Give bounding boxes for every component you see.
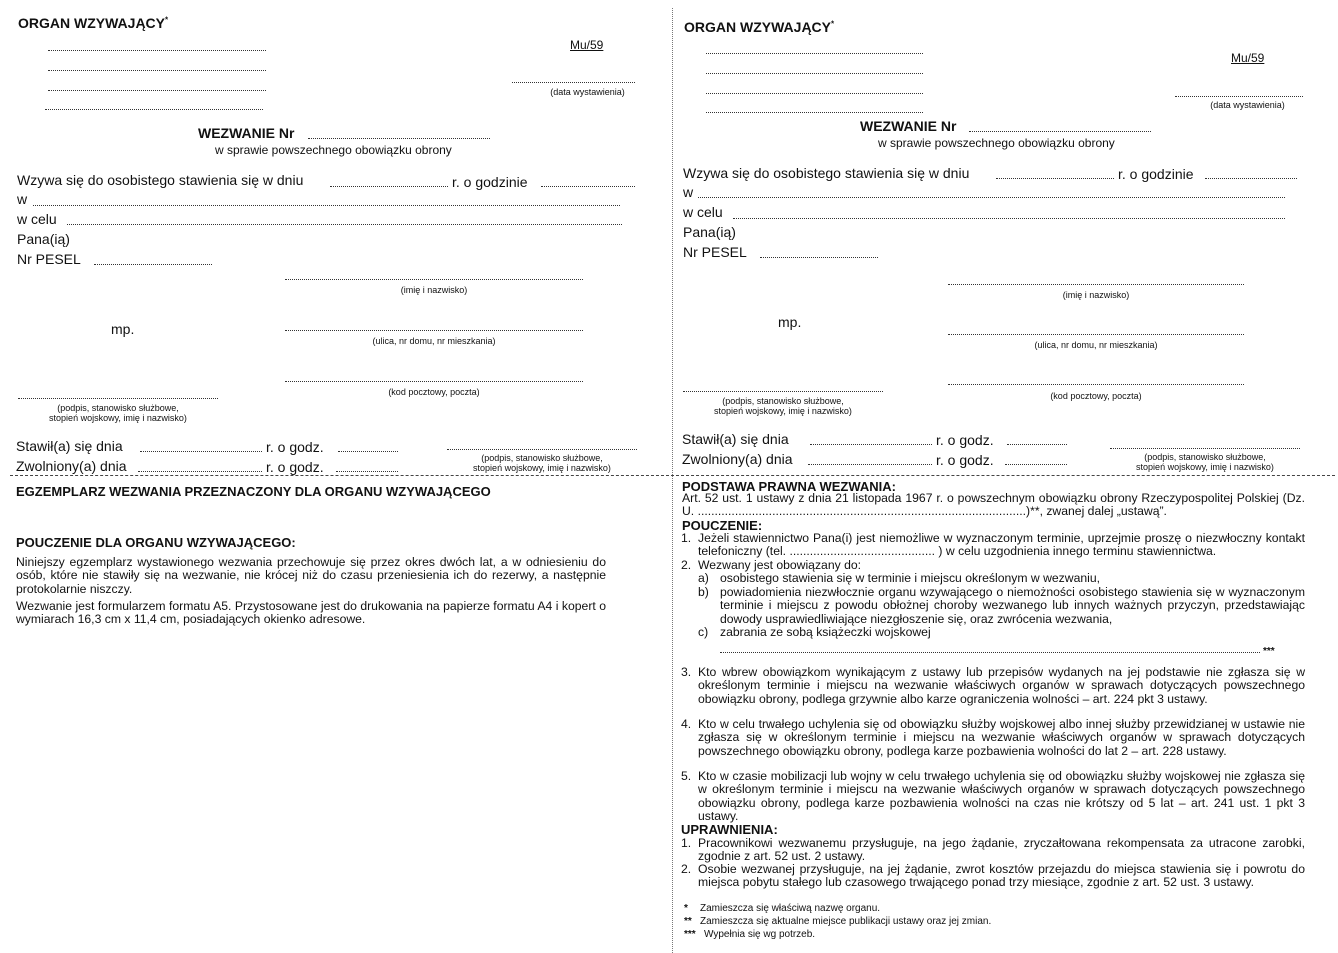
footnote-3: *** Wypełnia się wg potrzeb. bbox=[684, 929, 816, 940]
released-hour-label: r. o godz. bbox=[266, 459, 324, 475]
horizontal-cut-line bbox=[10, 475, 1335, 476]
instruction-item-2c-field[interactable] bbox=[720, 652, 1260, 653]
instruction-paragraph-2: Wezwanie jest formularzem formatu A5. Przystosowane jest do drukowania na papierze formatu A4 i kopert o wymiarach 16,3 cm x 11,4 cm, posiadających okienko adresowe. bbox=[16, 599, 606, 627]
place-field[interactable] bbox=[33, 205, 620, 206]
organ-line-1[interactable] bbox=[48, 50, 266, 51]
purpose-label-right: w celu bbox=[683, 204, 723, 220]
instruction-item-2b: b) powiadomienia niezwłocznie organu wzywającego o niemożności osobistego stawienia się w wyznaczonym terminie i miejscu z powodu obłożnej choroby wezwanego lub innych ważnych przyczyn, przedstawiając dowody usprawiedliwiające niezgłoszenie się, oraz zwrócenia wezwania, bbox=[698, 585, 1305, 626]
organ-title-right: ORGAN WZYWAJĄCY* bbox=[684, 19, 835, 35]
appeared-label-right: Stawił(a) się dnia bbox=[682, 431, 789, 447]
name-field[interactable] bbox=[285, 279, 583, 280]
summons-title: WEZWANIE Nr bbox=[198, 125, 295, 141]
instruction-item-3: 3. Kto wbrew obowiązkom wynikającym z ustawy lub przepisów wydanych na jej podstawie nie zgłasza się w określonym terminie i miejscu na wezwanie właściwych organów w sprawach dotyczących powszechnego obowiązku obrony, podlega grzywnie albo karze ograniczenia wolności – art. 224 pkt 3 ustawy. bbox=[681, 665, 1305, 706]
released-hour-field-right[interactable] bbox=[1005, 464, 1067, 465]
date-caption: (data wystawienia) bbox=[550, 87, 625, 97]
street-field[interactable] bbox=[285, 330, 583, 331]
released-date-field-right[interactable] bbox=[808, 464, 932, 465]
legal-basis-text: Art. 52 ust. 1 ustawy z dnia 21 listopada 1967 r. o powszechnym obowiązku obrony Rzeczypospolitej Polskiej (Dz. U. .................................................................................................)**, zwanej dalej „ustawą”. bbox=[682, 491, 1305, 519]
date-of-appearance-field-right[interactable] bbox=[996, 178, 1114, 179]
purpose-field[interactable] bbox=[67, 224, 622, 225]
form-code-right: Mu/59 bbox=[1231, 51, 1265, 65]
name-caption: (imię i nazwisko) bbox=[400, 285, 468, 295]
instruction-paragraph-1: Niniejszy egzemplarz wystawionego wezwania przechowuje się przez okres dwóch lat, a w odniesieniu do osób, które nie stawiły się na wezwanie, nie krócej niż do czasu przeniesienia ich do rezerwy, a następnie protokolarnie niszczy. bbox=[16, 555, 606, 596]
street-field-right[interactable] bbox=[948, 334, 1244, 335]
instruction-item-1: 1. Jeżeli stawiennictwo Pana(i) jest niemożliwe w wyznaczonym terminie, uprzejmie proszę o niezwłoczny kontakt telefoniczny (tel. ........................................... ) w celu uzgodnienia innego terminu stawiennictwa. bbox=[681, 531, 1305, 559]
official-signature-caption-right: (podpis, stanowisko służbowe, stopień wojskowy, imię i nazwisko) bbox=[1136, 452, 1274, 472]
signature-field[interactable] bbox=[18, 398, 218, 399]
at-hour-label: r. o godzinie bbox=[452, 174, 528, 190]
released-hour-field[interactable] bbox=[336, 471, 398, 472]
organ-line-4-right[interactable] bbox=[706, 112, 923, 113]
organ-line-1-right[interactable] bbox=[706, 53, 923, 54]
pesel-label-right: Nr PESEL bbox=[683, 244, 747, 260]
hour-field[interactable] bbox=[541, 186, 635, 187]
appeared-date-field-right[interactable] bbox=[810, 444, 932, 445]
summons-subtitle-right: w sprawie powszechnego obowiązku obrony bbox=[878, 136, 1115, 150]
street-caption-right: (ulica, nr domu, nr mieszkania) bbox=[1034, 340, 1158, 350]
signature-field-right[interactable] bbox=[683, 391, 883, 392]
released-label: Zwolniony(a) dnia bbox=[16, 458, 127, 474]
instruction-item-2c: c) zabrania ze sobą książeczki wojskowej bbox=[698, 625, 931, 639]
summons-number-field-right[interactable] bbox=[969, 131, 1151, 132]
appeared-hour-label: r. o godz. bbox=[266, 439, 324, 455]
purpose-field-right[interactable] bbox=[733, 218, 1285, 219]
rights-item-2: 2. Osobie wezwanej przysługuje, na jej żądanie, zwrot kosztów przejazdu do miejsca stawienia się i powrotu do miejsca pobytu stałego lub czasowego trwającego ponad trzy miesiące, zgodnie z art. 52 ust. 3 ustawy. bbox=[681, 862, 1305, 890]
place-field-right[interactable] bbox=[698, 197, 1285, 198]
official-signature-field-right[interactable] bbox=[1110, 448, 1300, 449]
stamp-place-label-right: mp. bbox=[778, 314, 802, 330]
summons-subtitle: w sprawie powszechnego obowiązku obrony bbox=[215, 143, 452, 157]
stamp-place-label: mp. bbox=[111, 321, 135, 337]
organ-line-2-right[interactable] bbox=[706, 73, 923, 74]
postal-field-right[interactable] bbox=[948, 384, 1244, 385]
instruction-title: POUCZENIE DLA ORGANU WZYWAJĄCEGO: bbox=[16, 535, 296, 550]
date-field[interactable] bbox=[512, 82, 635, 83]
place-label: w bbox=[17, 191, 28, 207]
postal-field[interactable] bbox=[285, 381, 583, 382]
appeared-label: Stawił(a) się dnia bbox=[16, 438, 123, 454]
instruction-item-4: 4. Kto w celu trwałego uchylenia się od obowiązku służby wojskowej albo innej służby przewidzianej w ustawie nie zgłasza się w określonym terminie i miejscu na wezwanie właściwych organów w sprawach dotyczących powszechnego obowiązku obrony, podlega karze pozbawienia wolności do lat 2 – art. 228 ustawy. bbox=[681, 717, 1305, 758]
date-field-right[interactable] bbox=[1175, 96, 1303, 97]
street-caption: (ulica, nr domu, nr mieszkania) bbox=[372, 336, 496, 346]
appeared-hour-label-right: r. o godz. bbox=[936, 432, 994, 448]
name-field-right[interactable] bbox=[948, 284, 1244, 285]
released-label-right: Zwolniony(a) dnia bbox=[682, 451, 793, 467]
name-caption-right: (imię i nazwisko) bbox=[1062, 290, 1130, 300]
addressee-label: Pana(ią) bbox=[17, 231, 70, 247]
footnote-1: * Zamieszcza się właściwą nazwę organu. bbox=[684, 903, 881, 914]
organ-line-4[interactable] bbox=[45, 109, 263, 110]
rights-title: UPRAWNIENIA: bbox=[681, 822, 778, 837]
appeared-date-field[interactable] bbox=[140, 451, 262, 452]
legal-basis-title: PODSTAWA PRAWNA WEZWANIA: bbox=[682, 479, 897, 494]
form-code: Mu/59 bbox=[570, 38, 604, 52]
summon-text-right: Wzywa się do osobistego stawienia się w dniu bbox=[683, 165, 970, 181]
signature-caption: (podpis, stanowisko służbowe, stopień wojskowy, imię i nazwisko) bbox=[49, 403, 187, 423]
instruction-item-2c-mark: *** bbox=[1263, 646, 1275, 657]
organ-line-3[interactable] bbox=[48, 90, 266, 91]
organ-line-2[interactable] bbox=[48, 70, 266, 71]
copy-title: EGZEMPLARZ WEZWANIA PRZEZNACZONY DLA ORGANU WZYWAJĄCEGO bbox=[16, 484, 491, 499]
pesel-field[interactable] bbox=[94, 264, 212, 265]
postal-caption-right: (kod pocztowy, poczta) bbox=[1050, 391, 1142, 401]
signature-caption-right: (podpis, stanowisko służbowe, stopień wojskowy, imię i nazwisko) bbox=[714, 396, 852, 416]
instruction-item-2a: a) osobistego stawienia się w terminie i miejscu określonym w wezwaniu, bbox=[698, 571, 1100, 585]
organ-line-3-right[interactable] bbox=[706, 93, 923, 94]
summon-text: Wzywa się do osobistego stawienia się w dniu bbox=[17, 172, 304, 188]
place-label-right: w bbox=[683, 184, 694, 200]
released-hour-label-right: r. o godz. bbox=[936, 452, 994, 468]
instruction-item-5: 5. Kto w czasie mobilizacji lub wojny w celu trwałego uchylenia się od obowiązku służby wojskowej nie zgłasza się w określonym terminie i miejscu na wezwanie właściwych organów w sprawach dotyczących powszechnego obowiązku obrony, podlega karze pozbawienia wolności na czas nie krótszy od 5 lat – art. 241 ust. 1 pkt 3 ustawy. bbox=[681, 769, 1305, 824]
official-signature-field[interactable] bbox=[447, 449, 637, 450]
date-caption-right: (data wystawienia) bbox=[1210, 100, 1285, 110]
released-date-field[interactable] bbox=[138, 471, 262, 472]
vertical-fold-line bbox=[672, 8, 673, 953]
organ-title: ORGAN WZYWAJĄCY* bbox=[18, 15, 169, 31]
instruction-item-2: 2. Wezwany jest obowiązany do: bbox=[681, 558, 862, 572]
summons-number-field[interactable] bbox=[308, 138, 490, 139]
summons-title-right: WEZWANIE Nr bbox=[860, 118, 957, 134]
date-of-appearance-field[interactable] bbox=[330, 186, 448, 187]
purpose-label: w celu bbox=[17, 211, 57, 227]
appeared-hour-field[interactable] bbox=[338, 451, 398, 452]
at-hour-label-right: r. o godzinie bbox=[1118, 166, 1194, 182]
pesel-field-right[interactable] bbox=[760, 257, 878, 258]
rights-item-1: 1. Pracownikowi wezwanemu przysługuje, na jego żądanie, zryczałtowana rekompensata za utracone zarobki, zgodnie z art. 52 ust. 2 ustawy. bbox=[681, 836, 1305, 864]
pouczenie-title: POUCZENIE: bbox=[682, 518, 763, 533]
postal-caption: (kod pocztowy, poczta) bbox=[388, 387, 480, 397]
appeared-hour-field-right[interactable] bbox=[1007, 444, 1067, 445]
addressee-label-right: Pana(ią) bbox=[683, 224, 736, 240]
hour-field-right[interactable] bbox=[1205, 178, 1297, 179]
footnote-2: ** Zamieszcza się aktualne miejsce publikacji ustawy oraz jej zmian. bbox=[684, 916, 992, 927]
official-signature-caption: (podpis, stanowisko służbowe, stopień wojskowy, imię i nazwisko) bbox=[473, 453, 611, 473]
pesel-label: Nr PESEL bbox=[17, 251, 81, 267]
